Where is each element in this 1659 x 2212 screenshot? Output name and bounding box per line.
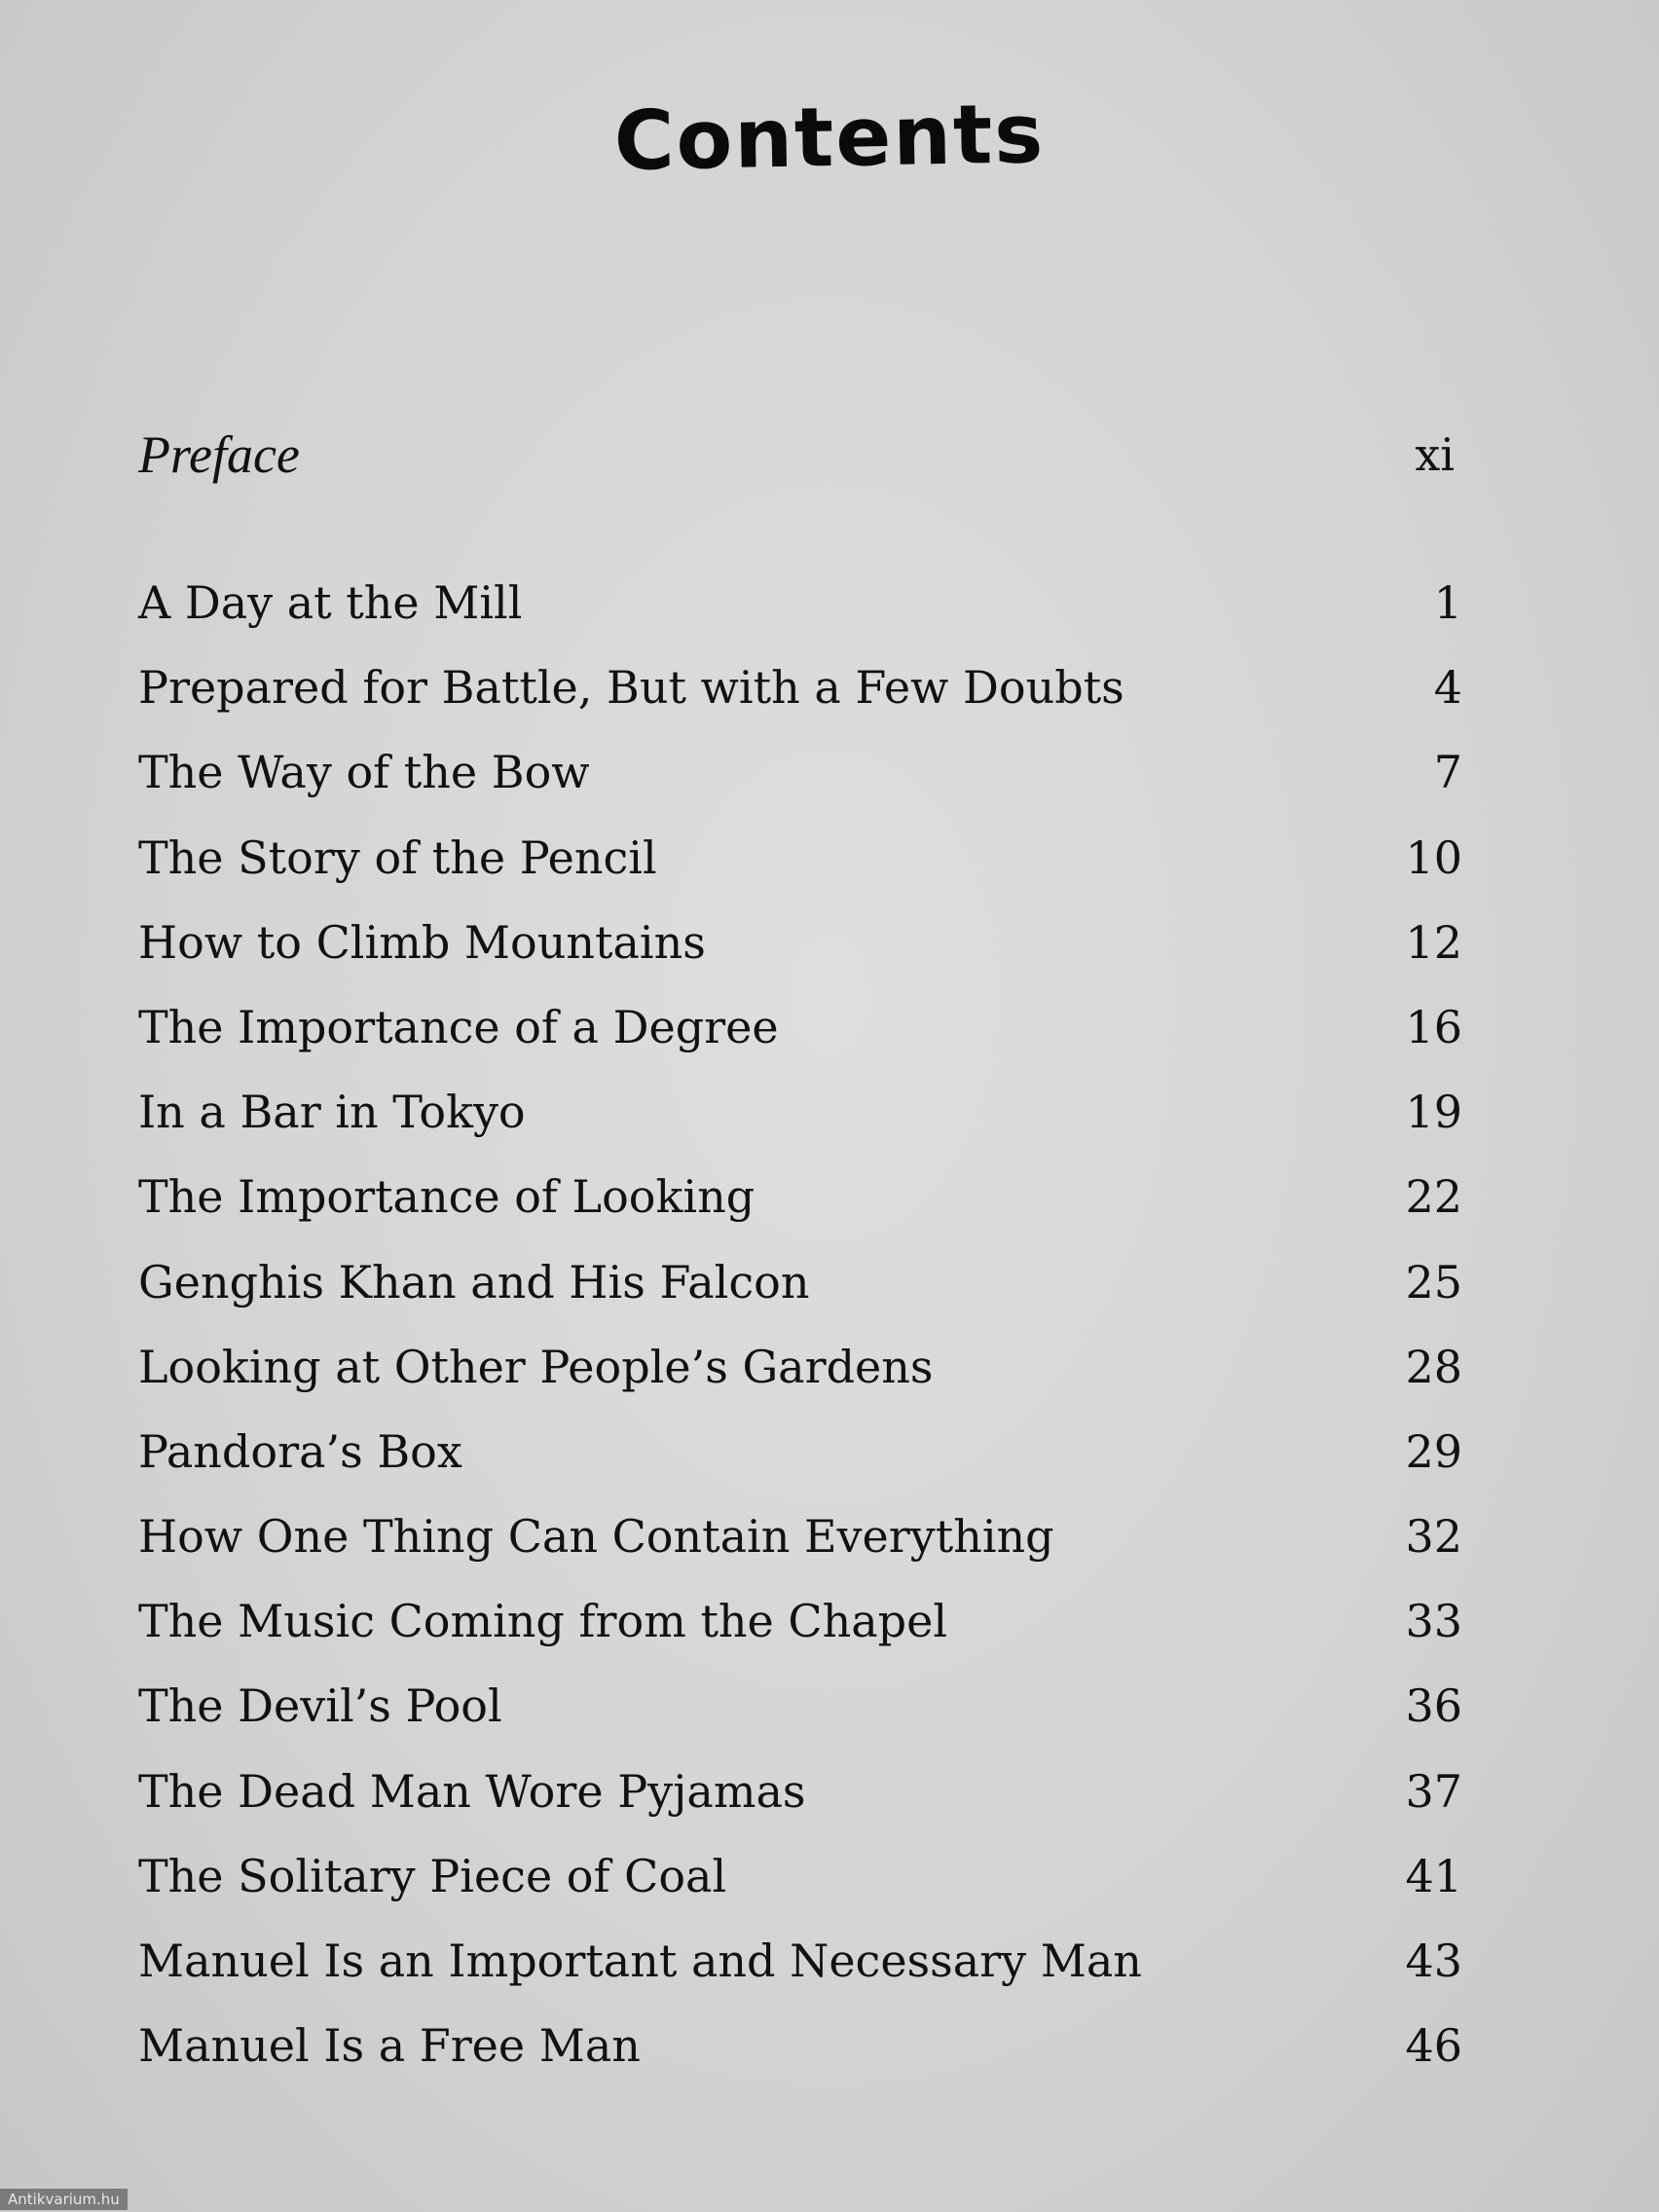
toc-entry-title: Looking at Other People’s Gardens (138, 1340, 934, 1393)
toc-entry (138, 738, 1462, 823)
toc-entry-page: 32 (1405, 1510, 1462, 1564)
toc-entry-title: Manuel Is a Free Man (138, 2019, 641, 2073)
toc-entry (138, 1672, 1462, 1756)
toc-entry (138, 569, 1462, 653)
toc-entry-page: 19 (1405, 1086, 1462, 1139)
toc-entry (138, 908, 1462, 993)
contents-heading: Contents (613, 86, 1046, 189)
toc-entry-page: 22 (1405, 1170, 1462, 1224)
toc-entry-page: 41 (1405, 1849, 1462, 1902)
toc-entry-title: The Music Coming from the Chapel (138, 1595, 948, 1648)
toc-entry-title: The Way of the Bow (138, 746, 590, 799)
toc-entry-page: 4 (1433, 661, 1462, 715)
toc-entry-title: Prepared for Battle, But with a Few Doubts (138, 661, 1124, 715)
toc-entry-title: The Story of the Pencil (138, 830, 657, 884)
toc-entry-page: 12 (1405, 915, 1462, 969)
toc-entry-title: The Devil’s Pool (138, 1679, 502, 1733)
toc-entry-title: A Day at the Mill (138, 576, 523, 629)
toc-entry-page: 16 (1405, 1000, 1462, 1053)
toc-entry-page: 37 (1405, 1764, 1462, 1818)
toc-entry (138, 1418, 1462, 1502)
toc-entry (138, 653, 1462, 738)
toc-list (138, 569, 1462, 2096)
toc-entry (138, 1502, 1462, 1587)
toc-entry (138, 824, 1462, 908)
toc-entry (138, 1333, 1462, 1418)
toc-entry-page: 25 (1405, 1255, 1462, 1309)
toc-entry-title: How One Thing Can Contain Everything (138, 1510, 1054, 1564)
toc-entry-title: The Solitary Piece of Coal (138, 1849, 727, 1902)
toc-entry-page: 7 (1433, 746, 1462, 799)
toc-entry (138, 1162, 1462, 1247)
toc-preface-entry (138, 421, 1455, 489)
watermark-label: Antikvarium.hu (0, 2189, 128, 2210)
toc-entry (138, 1927, 1462, 2011)
toc-entry (138, 2011, 1462, 2096)
toc-preface-page: xi (1415, 428, 1455, 481)
toc-entry-page: 1 (1433, 576, 1462, 629)
toc-entry (138, 1248, 1462, 1333)
toc-entry-title: Pandora’s Box (138, 1424, 462, 1478)
toc-entry-page: 33 (1405, 1595, 1462, 1648)
toc-entry-title: Genghis Khan and His Falcon (138, 1255, 810, 1309)
toc-entry-title: The Dead Man Wore Pyjamas (138, 1764, 806, 1818)
toc-entry-page: 10 (1405, 830, 1462, 884)
toc-entry-title: The Importance of Looking (138, 1170, 756, 1224)
toc-entry-title: In a Bar in Tokyo (138, 1086, 526, 1139)
toc-entry-page: 28 (1405, 1340, 1462, 1393)
toc-entry-page: 36 (1405, 1679, 1462, 1733)
toc-entry-title: How to Climb Mountains (138, 915, 706, 969)
toc-entry-title: Manuel Is an Important and Necessary Man (138, 1935, 1142, 1987)
toc-entry (138, 993, 1462, 1078)
toc-entry-page: 29 (1405, 1424, 1462, 1478)
toc-entry (138, 1078, 1462, 1162)
toc-entry-page: 43 (1405, 1935, 1462, 1987)
toc-entry (138, 1842, 1462, 1927)
toc-entry-page: 46 (1405, 2019, 1462, 2073)
toc-entry (138, 1587, 1462, 1672)
toc-preface-title: Preface (138, 425, 300, 484)
toc-entry (138, 1757, 1462, 1842)
toc-entry-title: The Importance of a Degree (138, 1000, 779, 1053)
